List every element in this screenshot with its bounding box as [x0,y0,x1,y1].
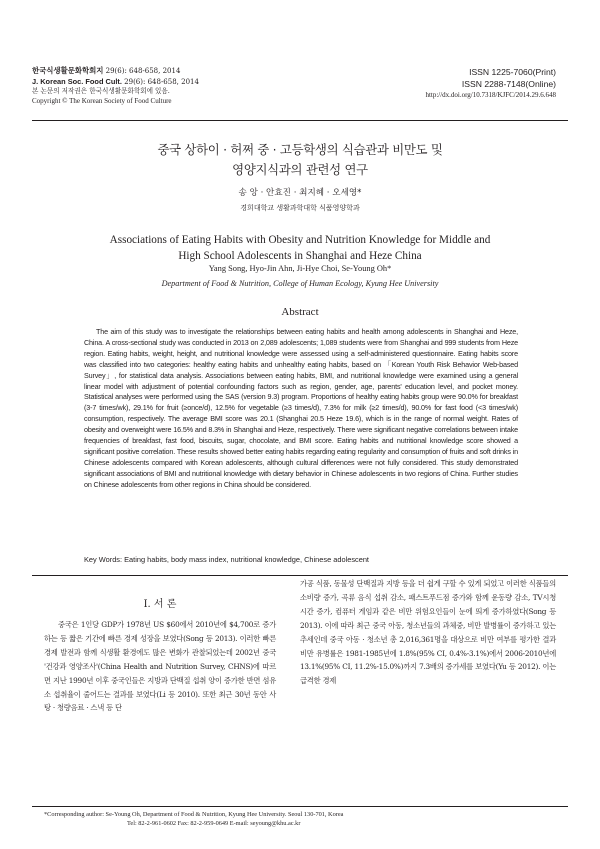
journal-name-kr: 한국식생활문화학회지 [32,66,104,75]
journal-volume-kr: 29(6): 648-658, 2014 [105,67,181,75]
issn-block [425,66,556,101]
section-heading: I. 서 론 [143,599,177,610]
footnote-line1: *Corresponding author: Se-Young Oh, Department of Food & Nutrition, Kyung Hee University. Seoul 130-701, Korea [44,811,344,818]
abstract-rule [32,575,568,576]
authors-en: Yang Song, Hyo-Jin Ahn, Ji-Hye Choi, Se-Young Oh* [208,264,392,273]
copyright-en: Copyright © The Korean Society of Food Culture [32,96,172,105]
right-column-text: 가공 식품, 동물성 단백질과 지방 등을 더 쉽게 구할 수 있게 되었고 이러한 식품들의 소비량 증가, 곡류 음식 섭취 감소, 패스트푸드점 증가와 함께 운동량 감소, TV시청 시간 증가, 컴퓨터 게임과 같은 비만 위험요인들이 눈에 띄게 증가하였다(Song 등 2013). 이에 따라 최근 중국 아동, 청소년들의 과체중, 비만 발병률이 증가하고 있는 추세인데 중국 아동 · 청소년 총 2,016,361명을 대상으로 비만 여부를 평가한 결과 비만 유병률은 1981-1985년에 1.8%(95% CI, 0.4%-3.1%)에서 2006-2010년에 13.1%(95% CI, 11.2%-15.0%)까지 7.3배의 증가세를 보였다(Yu 등 2012). 이는 급격한 경제 [300,579,556,686]
title-kr-line: 중국 상하이 · 허쩌 중 · 고등학생의 식습관과 비만도 및 [157,142,443,157]
copyright-kr: 본 논문의 저작권은 한국식생활문화학회에 있음. [32,87,170,96]
header-rule [32,120,568,121]
abstract-text: The aim of this study was to investigate the relationships between eating habits and health among adolescents in Shanghai and Heze, China. A cross-sectional study was conducted in 2013 on 2,089 adolescents; 1,089 students were from Shanghai and 999 students from Heze region. Eating habits, weight, height, and nutritional knowledge were assessed using a self-administered questionnaire. Eating habits score was classified into two categories: healthy eating habits and unhealthy eating habits, based on 「Korean Youth Risk Behavior Web-based Survey」, for statistical data analysis. Associations between eating habits, BMI, and nutritional knowledge were examined using a general linear model with adjustment of potential confounding factors such as region, gender, age, parents' education level, and pocket money. Statistical analyses were performed using the SAS (version 9.3) program. Proportions of healthy eating habits group were 90.0% for breakfast (3-7 times/wk), 29.1% for fruit (≥once/d), 12.5% for vegetable (≥3 times/d), 7.3% for milk (≥2 times/d), 90.0% for fast food (<3 times/wk) consumption, respectively. The average BMI score was 20.1 (Shanghai 20.5 Heze 19.6), which is in the range of normal weight. Rates of obesity and overweight were 16.5% and 8.3% in Shanghai and Heze, respectively. There were significant negative correlations between intake frequencies of breakfast, fast food, biscuits, sugar, chocolate, and BMI score. Eating habits and nutritional knowledge score showed a significant positive correlation. These results showed better eating habits regarding eating regularity and consumption of fruits and soft drinks in Chinese adolescents compared with Korean adolescents, although cultural differences were not fully considered. This study demonstrated significant associations of BMI and nutritional knowledge with dietary behavior in Chinese adolescents in two regions of China. Further studies on Chinese adolescents from other regions in China should be considered. [84,327,518,489]
authors-kr: 송 앙 · 안효진 · 최지혜 · 오세영* [238,188,362,198]
footnote-line2: Tel: 82-2-961-0602 Fax: 82-2-959-0649 E-mail: seyoung@khu.ac.kr [127,820,301,827]
keywords-text: Eating habits, body mass index, nutritional knowledge, Chinese adolescent [124,555,369,564]
title-en-line: High School Adolescents in Shanghai and Heze China [178,250,422,262]
title-kr-line: 영양지식과의 관련성 연구 [232,162,368,177]
doi-link[interactable]: http://dx.doi.org/10.7318/KJFC/2014.29.6.648 [425,91,556,99]
journal-header [32,66,199,106]
left-column-text: 중국은 1인당 GDP가 1978년 US $60에서 2010년에 $4,700로 증가하는 등 짧은 기간에 빠른 경제 성장을 보였다(Song 등 2013). 이러한 빠른 경제 발전과 함께 식생활 환경에도 많은 변화가 관찰되었는데 2002년 중국 '건강과 영양조사'(China Health and Nutrition Survey, CHNS)에 따르면 지난 1990년 이후 중국인들은 지방과 단백질 섭취 양이 증가한 반면 섬유소 섭취율이 줄어드는 결과를 보였다(Li 등 2010). 또한 최근 30년 동안 사탕 · 청량음료 · 스낵 등 단 [44,620,276,713]
affiliation-kr: 경희대학교 생활과학대학 식품영양학과 [240,204,360,212]
left-column [44,618,276,715]
keywords-label: Key Words: [84,555,123,564]
journal-name-en: J. Korean Soc. Food Cult. [32,76,122,86]
title-en-line: Associations of Eating Habits with Obesity and Nutrition Knowledge for Middle and [109,234,491,246]
right-column [300,577,556,688]
abstract-heading: Abstract [281,306,319,318]
abstract-body [84,327,518,491]
footnote [44,810,343,828]
affiliation-en: Department of Food & Nutrition, College of Human Ecology, Kyung Hee University [161,279,439,288]
issn-online: ISSN 2288-7148(Online) [461,79,556,89]
keywords [84,555,518,564]
footnote-rule [32,806,568,807]
title-en [0,232,600,264]
issn-print: ISSN 1225-7060(Print) [469,67,556,77]
title-kr [0,140,600,180]
journal-volume-en: 29(6): 648-658, 2014 [124,77,199,86]
